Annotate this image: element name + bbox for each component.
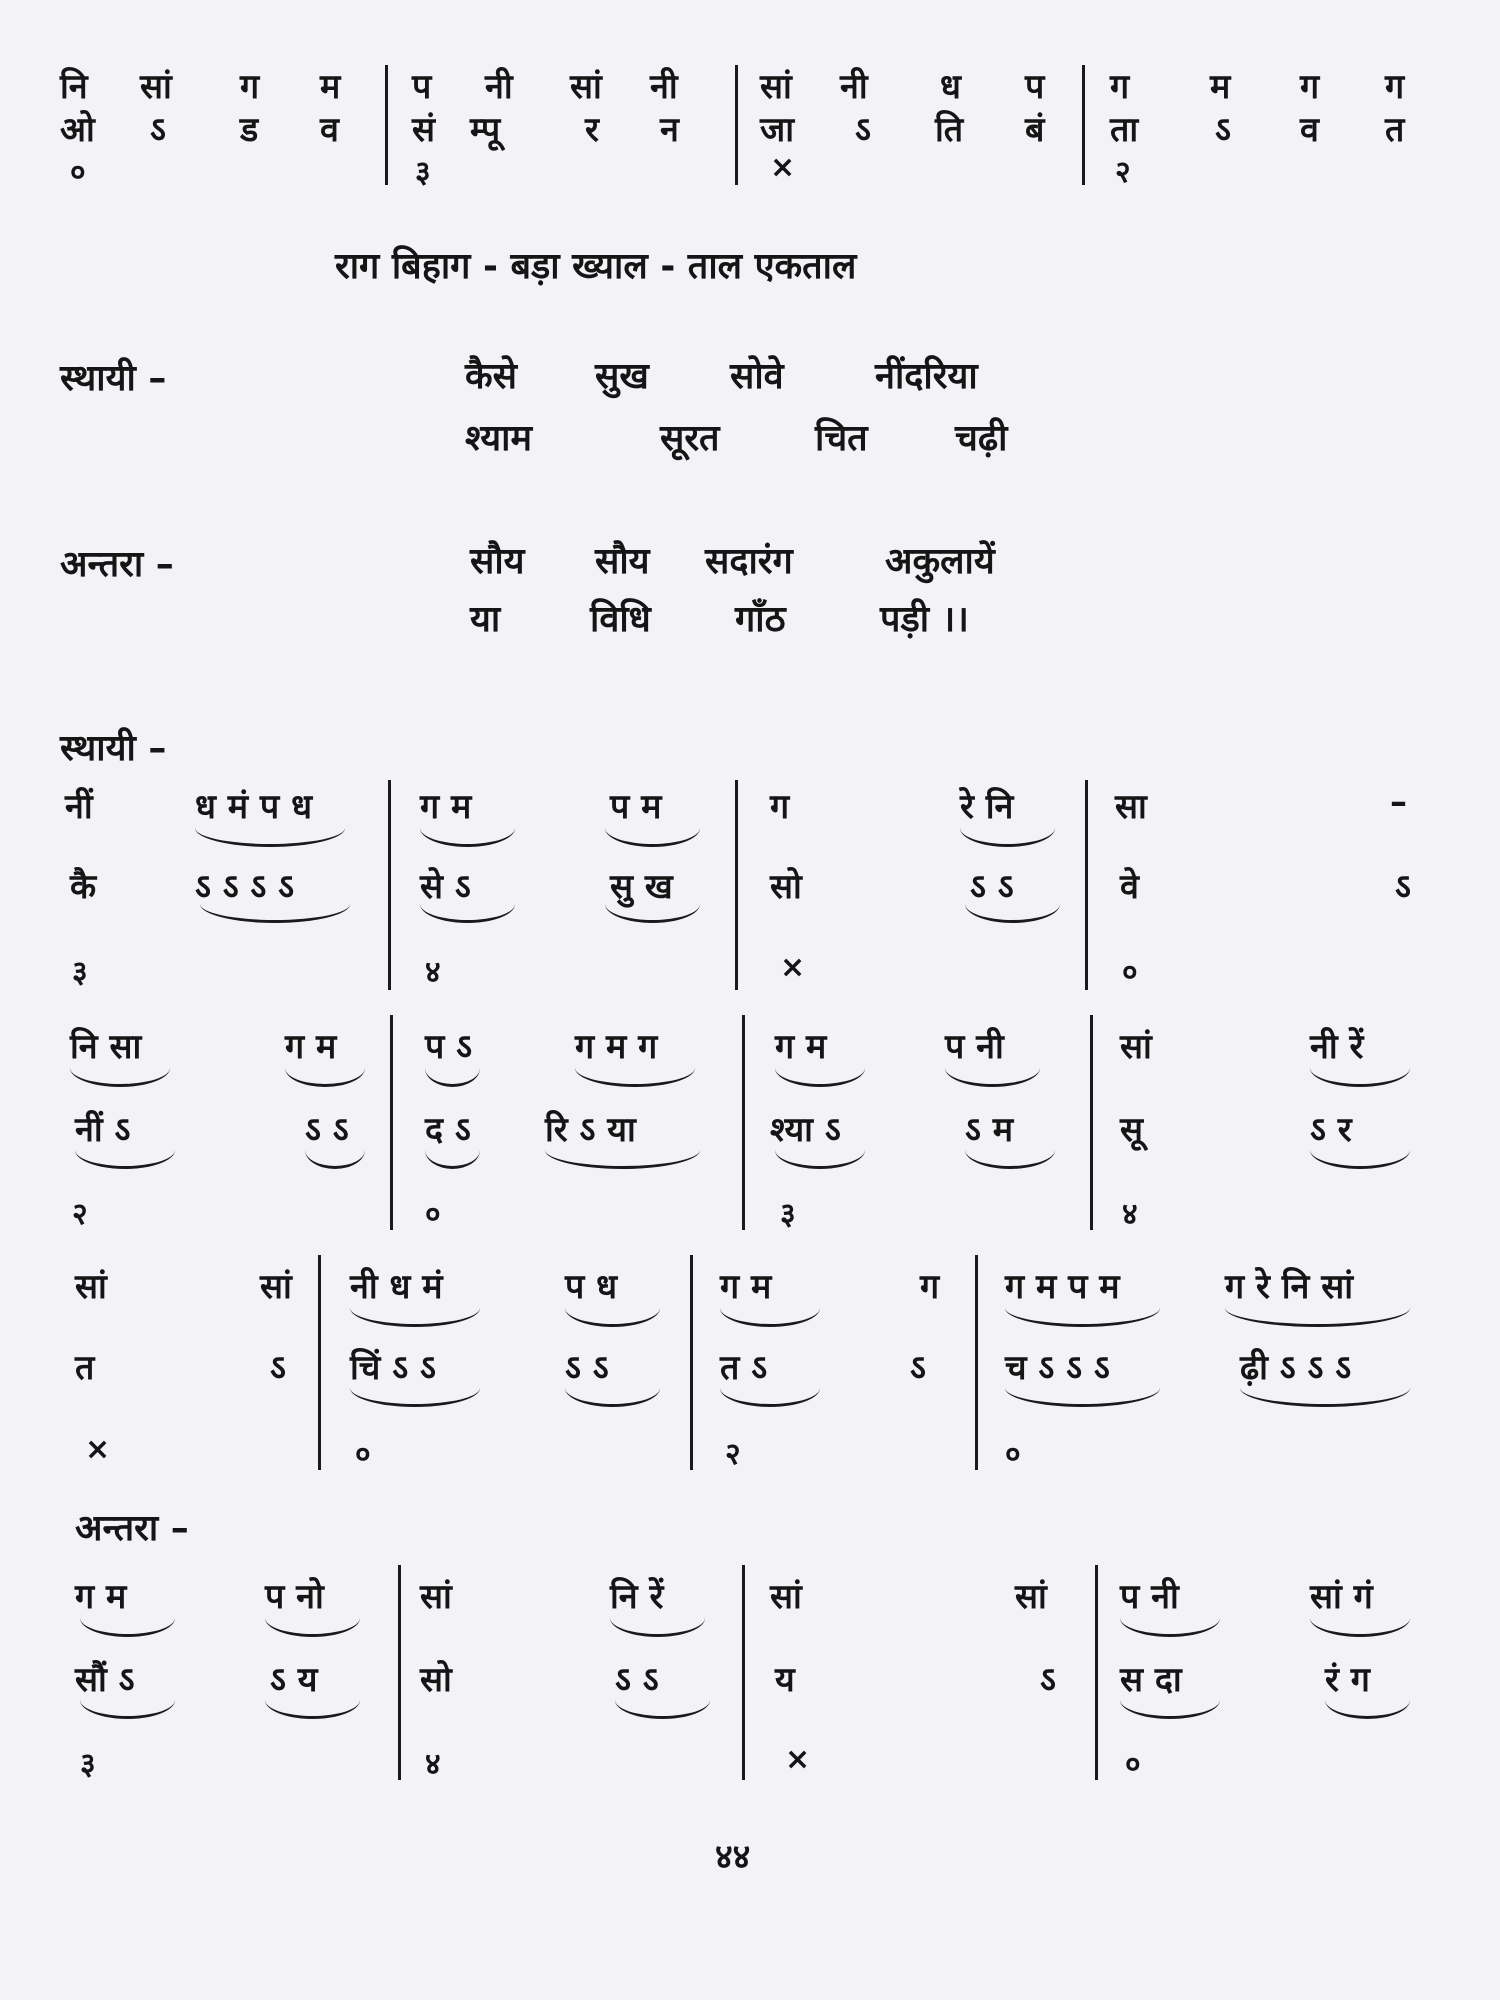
bol: ऽ य — [270, 1660, 318, 1700]
swar: ग — [1110, 67, 1130, 107]
bol: रं ग — [1325, 1660, 1370, 1700]
swar: नि रें — [610, 1577, 664, 1617]
bol: ऽ — [1215, 110, 1231, 150]
taal-marker: ४ — [1122, 1197, 1138, 1232]
swar: प — [1025, 67, 1045, 107]
bol: जा — [760, 110, 795, 150]
meend-arc — [265, 1700, 360, 1719]
bol: ऽ — [910, 1348, 926, 1388]
lyric-word: सुख — [595, 356, 649, 397]
swar: नी रें — [1310, 1027, 1364, 1067]
meend-arc — [265, 1618, 360, 1637]
bol: ऽ — [1040, 1660, 1056, 1700]
swar: नीं — [65, 787, 93, 827]
meend-arc — [615, 1700, 710, 1719]
bol: ऽ र — [1310, 1110, 1352, 1150]
swar: ग रे नि सां — [1225, 1267, 1354, 1307]
swar: सां — [1120, 1027, 1152, 1067]
swar: प म — [610, 787, 662, 827]
meend-arc — [350, 1308, 480, 1327]
bol: रि ऽ या — [545, 1110, 636, 1150]
taal-marker: ४ — [425, 1747, 441, 1782]
swar: सां — [420, 1577, 452, 1617]
vibhag-divider — [742, 1015, 745, 1230]
swar: ध — [940, 67, 961, 107]
meend-arc — [75, 1150, 175, 1169]
meend-arc — [720, 1388, 820, 1407]
lyric-word: अकुलायें — [885, 541, 995, 582]
swar: सां — [140, 67, 172, 107]
meend-arc — [1225, 1308, 1410, 1327]
swar: रे नि — [960, 787, 1014, 827]
meend-arc — [775, 1068, 865, 1087]
bol: ड — [240, 110, 259, 150]
vibhag-divider — [390, 1015, 393, 1230]
meend-arc — [1120, 1618, 1220, 1637]
meend-arc — [1310, 1150, 1410, 1169]
sthayi-label: स्थायी – — [60, 358, 167, 399]
swar: प ऽ — [425, 1027, 473, 1067]
vibhag-divider — [318, 1255, 321, 1470]
meend-arc — [565, 1388, 660, 1407]
swar: ग — [770, 787, 790, 827]
meend-arc — [775, 1150, 865, 1169]
swar: सां गं — [1310, 1577, 1373, 1617]
lyric-word: सदारंग — [705, 541, 793, 582]
vibhag-divider — [388, 780, 391, 990]
taal-marker: २ — [1115, 155, 1131, 190]
taal-marker: ४ — [425, 955, 441, 990]
taal-marker: ३ — [780, 1197, 796, 1232]
bol: ऽ — [1395, 867, 1411, 907]
bol: म्पू — [470, 110, 501, 150]
vibhag-divider — [690, 1255, 693, 1470]
meend-arc — [80, 1700, 175, 1719]
bol: ऽ ऽ — [615, 1660, 659, 1700]
meend-arc — [1240, 1388, 1410, 1407]
meend-arc — [1310, 1068, 1410, 1087]
swar: ग म — [720, 1267, 772, 1307]
bol: श्या ऽ — [770, 1110, 841, 1150]
bol: स दा — [1120, 1660, 1182, 1700]
swar: सां — [770, 1577, 802, 1617]
meend-arc — [1120, 1700, 1220, 1719]
bol: ऽ — [855, 110, 871, 150]
taal-marker: २ — [72, 1197, 88, 1232]
meend-arc — [605, 904, 700, 923]
swar: सां — [1015, 1577, 1047, 1617]
bol: र — [585, 110, 599, 150]
taal-marker: × — [85, 1432, 111, 1467]
vibhag-divider — [385, 65, 388, 185]
meend-arc — [965, 1150, 1055, 1169]
meend-arc — [1325, 1700, 1410, 1719]
bol: ढ़ी ऽ ऽ ऽ — [1240, 1348, 1352, 1388]
meend-arc — [425, 1150, 480, 1169]
meend-arc — [200, 904, 350, 923]
taal-marker: ० — [70, 155, 86, 190]
bol: य — [775, 1660, 795, 1700]
bol: व — [320, 110, 339, 150]
meend-arc — [1005, 1388, 1160, 1407]
sthayi-notation-label: स्थायी – — [60, 728, 167, 769]
bol: सौं ऽ — [75, 1660, 135, 1700]
meend-arc — [545, 1150, 700, 1169]
lyric-word: सौय — [595, 541, 650, 582]
bol: वे — [1120, 867, 1139, 907]
swar: ग म — [775, 1027, 827, 1067]
bol: नीं ऽ — [75, 1110, 131, 1150]
bol: से ऽ — [420, 867, 471, 907]
bol: त — [75, 1348, 95, 1388]
bol: त — [1385, 110, 1405, 150]
swar: सां — [75, 1267, 107, 1307]
swar: प नी — [1120, 1577, 1179, 1617]
lyric-word: विधि — [590, 599, 651, 640]
bol: ऽ ऽ — [305, 1110, 349, 1150]
swar: प ध — [565, 1267, 618, 1307]
lyric-word: पड़ी ।। — [880, 599, 969, 640]
swar: नि — [60, 67, 88, 107]
taal-marker: ३ — [80, 1747, 96, 1782]
bol: चिं ऽ ऽ — [350, 1348, 436, 1388]
lyric-word: सोवे — [730, 356, 784, 397]
bol: ता — [1110, 110, 1139, 150]
swar: सा — [1115, 787, 1147, 827]
taal-marker: × — [785, 1742, 811, 1777]
taal-marker: ० — [1125, 1747, 1141, 1782]
bol: द ऽ — [425, 1110, 471, 1150]
swar: नी — [650, 67, 678, 107]
vibhag-divider — [1082, 65, 1085, 185]
taal-marker: ० — [425, 1197, 441, 1232]
swar: नी — [840, 67, 868, 107]
meend-arc — [720, 1308, 820, 1327]
swar: ग — [1385, 67, 1405, 107]
vibhag-divider — [742, 1565, 745, 1780]
antara-label: अन्तरा – — [60, 544, 174, 585]
bol: सं — [412, 110, 435, 150]
lyric-word: चढ़ी — [955, 418, 1008, 459]
meend-arc — [610, 1618, 705, 1637]
bol: ति — [935, 110, 964, 150]
bol: च ऽ ऽ ऽ — [1005, 1348, 1110, 1388]
bol: ऽ म — [965, 1110, 1014, 1150]
lyric-word: या — [470, 599, 501, 640]
lyric-word: श्याम — [465, 418, 533, 459]
meend-arc — [965, 904, 1060, 923]
swar: सां — [260, 1267, 292, 1307]
page-title: राग बिहाग - बड़ा ख्याल - ताल एकताल — [335, 246, 857, 287]
bol: सो — [770, 867, 802, 907]
vibhag-divider — [1090, 1015, 1093, 1230]
meend-arc — [575, 1068, 695, 1087]
meend-arc — [1310, 1618, 1410, 1637]
meend-arc — [305, 1150, 365, 1169]
taal-marker: ३ — [72, 955, 88, 990]
bol: ऽ — [150, 110, 166, 150]
meend-arc — [960, 828, 1055, 847]
meend-arc — [70, 1068, 170, 1087]
swar: नी ध मं — [350, 1267, 443, 1307]
swar: म — [320, 67, 341, 107]
swar: नी — [485, 67, 513, 107]
bol: कै — [70, 867, 97, 907]
taal-marker: × — [770, 150, 796, 185]
taal-marker: ० — [1005, 1437, 1021, 1472]
bol: ऽ — [270, 1348, 286, 1388]
meend-arc — [350, 1388, 480, 1407]
vibhag-divider — [735, 780, 738, 990]
page-number: ४४ — [715, 1837, 751, 1877]
swar: म — [1210, 67, 1231, 107]
bol: सो — [420, 1660, 452, 1700]
lyric-word: चित — [815, 418, 868, 459]
bol: ऽ ऽ — [565, 1348, 609, 1388]
swar: ग म ग — [575, 1027, 658, 1067]
meend-arc — [605, 828, 700, 847]
bol: बं — [1025, 110, 1045, 150]
bol: ओ — [60, 110, 95, 150]
antara-notation-label: अन्तरा – — [75, 1508, 189, 1549]
meend-arc — [285, 1068, 365, 1087]
swar: ग — [1300, 67, 1320, 107]
swar: ध मं प ध — [195, 787, 312, 827]
taal-marker: ३ — [415, 155, 431, 190]
vibhag-divider — [975, 1255, 978, 1470]
vibhag-divider — [1085, 780, 1088, 990]
swar: प नो — [265, 1577, 324, 1617]
meend-arc — [565, 1308, 660, 1327]
swar: ग म — [420, 787, 472, 827]
meend-arc — [420, 828, 515, 847]
swar: प नी — [945, 1027, 1004, 1067]
vibhag-divider — [735, 65, 738, 185]
bol: सू — [1120, 1110, 1143, 1150]
swar: ग म प म — [1005, 1267, 1120, 1307]
taal-marker: ० — [1122, 955, 1138, 990]
lyric-word: कैसे — [465, 356, 517, 397]
swar: – — [1390, 782, 1407, 822]
swar: ग — [240, 67, 260, 107]
lyric-word: सौय — [470, 541, 525, 582]
lyric-word: गाँठ — [735, 599, 786, 640]
taal-marker: ० — [355, 1437, 371, 1472]
swar: सां — [570, 67, 602, 107]
meend-arc — [80, 1618, 175, 1637]
bol: त ऽ — [720, 1348, 768, 1388]
lyric-word: नींदरिया — [875, 356, 978, 397]
taal-marker: × — [780, 950, 806, 985]
bol: व — [1300, 110, 1319, 150]
swar: सां — [760, 67, 792, 107]
bol: न — [660, 110, 679, 150]
vibhag-divider — [1095, 1565, 1098, 1780]
meend-arc — [195, 828, 345, 847]
swar: ग म — [75, 1577, 127, 1617]
bol: ऽ ऽ ऽ ऽ — [195, 867, 295, 907]
bol: सु ख — [610, 867, 673, 907]
lyric-word: सूरत — [660, 418, 720, 459]
meend-arc — [425, 1068, 480, 1087]
swar: नि सा — [70, 1027, 142, 1067]
meend-arc — [1005, 1308, 1160, 1327]
taal-marker: २ — [725, 1437, 741, 1472]
swar: ग म — [285, 1027, 337, 1067]
swar: प — [412, 67, 432, 107]
bol: ऽ ऽ — [970, 867, 1014, 907]
meend-arc — [420, 904, 515, 923]
swar: ग — [920, 1267, 940, 1307]
vibhag-divider — [398, 1565, 401, 1780]
meend-arc — [945, 1068, 1040, 1087]
